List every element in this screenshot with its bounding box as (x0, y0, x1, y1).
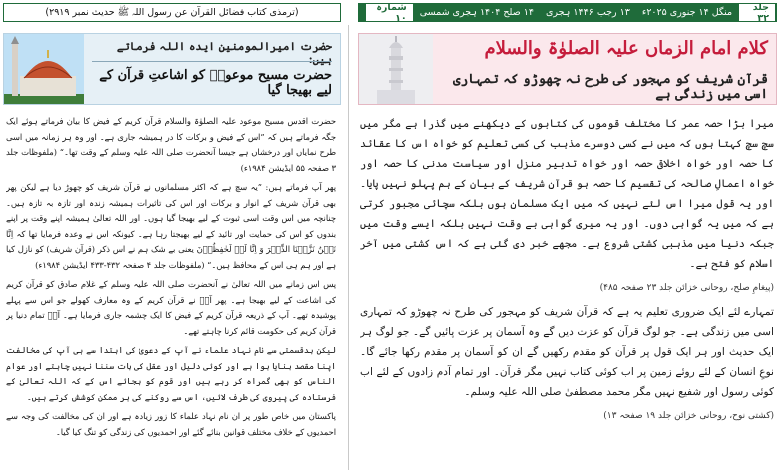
minaret-image (359, 34, 433, 104)
article-paragraph: پھر آپ فرماتے ہیں: ”یہ سچ ہے کہ اکثر مسلمانوں نے قرآن شریف کو چھوڑ دیا ہے لیکن پھر بھی قرآن شریف کے انوار و برکات اور اس کی تاثیرات ہمیشہ زندہ اور تازہ بہ تازہ ہیں۔ چنانچہ میں اس وقت اسی ثبوت کے لیے بھیجا گیا ہوں۔ اور اللہ تعالیٰ ہمیشہ اپنے وقت پر اپنے بندوں کو اس کی حمایت اور تائید کے لیے بھیجتا رہا ہے۔ کیونکہ اس نے وعدہ فرمایا تھا کہ اِنَّا نَحۡنُ نَزَّلۡنَا الذِّکۡرَ وَ اِنَّا لَہٗ لَحٰفِظُوۡنَ یعنی بے شک ہم نے اس ذکر (قرآن شریف) کو نازل کیا ہے اور ہم ہی اس کے محافظ ہیں۔“ (ملفوظات جلد ۴ صفحہ ۴۳۲-۴۳۳ ایڈیشن ۱۹۸۴ء) (6, 182, 336, 270)
right-article-body (360, 114, 774, 470)
header-byline: حضرت امیرالمومنین ایدہ اللہ فرماتے ہیں: (116, 40, 332, 66)
hadith-reference: (ترمذی کتاب فضائل القرآن عن رسول اللہ ﷺ حدیث نمبر ۲۹۱۹) (45, 6, 299, 18)
shamsi-date: ۱۴ صلح ۱۴۰۴ ہجری شمسی (419, 7, 534, 18)
hijri-date: ۱۳ رجب ۱۴۴۶ ہجری (545, 7, 630, 18)
article-paragraph: میرا بڑا حصہ عمر کا مختلف قوموں کی کتابوں کے دیکھنے میں گذرا ہے مگر میں سچ سچ کہتا ہوں کہ میں نے کسی دوسرے مذہب کی کسی تعلیم کو خواہ اس کا عقائد کا حصہ اور خواہ اخلاقی حصہ اور خواہ تدبیر منزل اور سیاست مدنی کا حصہ اور خواہ اعمالِ صالحہ کی تقسیم کا حصہ ہو قرآن شریف کے بیان کے ہم پہلو نہیں پایا۔ اور یہ قول میرا اس لئے نہیں کہ میں ایک مسلمان ہوں بلکہ سچائی مجبور کرتی ہے کہ میں یہ گواہی دوں۔ اور یہ میری گواہی بے وقت نہیں بلکہ ایسے وقت میں جبکہ دنیا میں مذہبی کشتی شروع ہے۔ مجھے خبر دی گئی ہے کہ اس کشتی میں آخر اسلام کو فتح ہے۔ (360, 118, 774, 270)
article-reference: (کشتی نوح، روحانی خزائن جلد ۱۹ صفحہ ۱۳) (603, 411, 774, 421)
article-paragraph: تمہارے لئے ایک ضروری تعلیم یہ ہے کہ قرآن شریف کو مہجور کی طرح نہ چھوڑو کہ تمہاری اسی میں زندگی ہے۔ جو لوگ قرآن کو عزت دیں گے وہ آسمان پر عزت پائیں گے۔ جو لوگ ہر ایک حدیث اور ہر ایک قول پر قرآن کو مقدم رکھیں گے ان کو آسمان پر مقدم رکھا جائے گا۔ نوعِ انسان کے لئے روئے زمین پر اب کوئی کتاب نہیں مگر قرآن۔ اور تمام آدم زادوں کے لئے اب کوئی رسول اور شفیع نہیں مگر محمد مصطفیٰ صلی اللہ علیہ وسلم۔ (360, 306, 774, 398)
hadith-reference-strip (3, 3, 341, 22)
column-divider (348, 25, 349, 470)
article-paragraph: لیکن بدقسمتی سے نام نہاد علماء نے آپ کے دعویٰ کی ابتدا سے ہی آپ کی مخالفت اپنا مقصد بنایا ہوا ہے اور کوئی دلیل اور عقل کی بات سننا نہیں چاہتے اور عوام الناس کو بھی گمراہ کر رہے ہیں اور قوم کو بجائے اس کے کہ اللہ تعالیٰ کے فرستادہ کی پیروی کی طرف لائیں، اس سے روکنے کی ہر ممکن کوشش کرتے ہیں۔ (6, 345, 336, 402)
dateline-strip (358, 3, 777, 22)
white-minaret-icon (359, 34, 433, 104)
header-title: کلام امام الزماں علیہ الصلوٰۃ والسلام (484, 38, 768, 59)
mosque-dome-icon (4, 34, 84, 104)
khalifa-header (3, 33, 341, 105)
header-rule (92, 61, 332, 62)
mosque-dome-image (4, 34, 84, 104)
header-subtitle: قرآن شریف کو مہجور کی طرح نہ چھوڑو کہ تمہاری اسی میں زندگی ہے (453, 72, 768, 102)
article-reference: (پیغامِ صلح، روحانی خزائن جلد ۲۳ صفحہ ۴۸۵) (599, 283, 774, 293)
header-title: حضرت مسیح موعودؑ کو اشاعتِ قرآن کے لیے بھیجا گیا (99, 68, 332, 98)
left-article-body (6, 114, 336, 470)
article-paragraph: پاکستان میں خاص طور پر ان نام نہاد علماء کا زور زیادہ ہے اور ان کی مخالفت کی وجہ سے احمدیوں کے خلاف مختلف قوانین بنائے گئے اور احمدیوں کی زندگی کو تنگ کیا گیا۔ (6, 411, 336, 437)
article-paragraph: حضرت اقدس مسیح موعود علیہ الصلوٰۃ والسلام قرآن کریم کے فیض کا بیان فرماتے ہوئے ایک جگہ فرماتے ہیں کہ ”اس کے فیض و برکات کا در ہمیشہ جاری ہے۔ اور وہ ہر زمانہ میں اسی طرح نمایاں اور درخشاں ہے جیسا آنحضرت صلی اللہ علیہ وسلم کے وقت تھا۔“ (ملفوظات جلد ۳ صفحہ ۵۵ ایڈیشن ۱۹۸۴ء) (6, 116, 336, 173)
promised-messiah-header (358, 33, 777, 105)
article-paragraph: پس اس زمانے میں اللہ تعالیٰ نے آنحضرت صلی اللہ علیہ وسلم کے غلام صادق کو قرآن کریم کی اشاعت کے لیے بھیجا ہے۔ پھر آپؑ نے قرآن کریم کے وہ معارف کھولے جو اس سے پہلے پوشیدہ تھے۔ آپ کے ذریعہ قرآن کریم کے فیض کا ایک چشمہ جاری فرمایا ہے۔ آپؑ تمام دنیا پر قرآن کریم کی حکومت قائم کرنا چاہتے تھے۔ (6, 279, 336, 336)
gregorian-date: منگل ۱۴ جنوری ۲۰۲۵ء (641, 7, 733, 18)
volume-label: جلد ۳۲ (738, 3, 776, 22)
issue-number: شمارہ ۱۰ (365, 3, 414, 22)
